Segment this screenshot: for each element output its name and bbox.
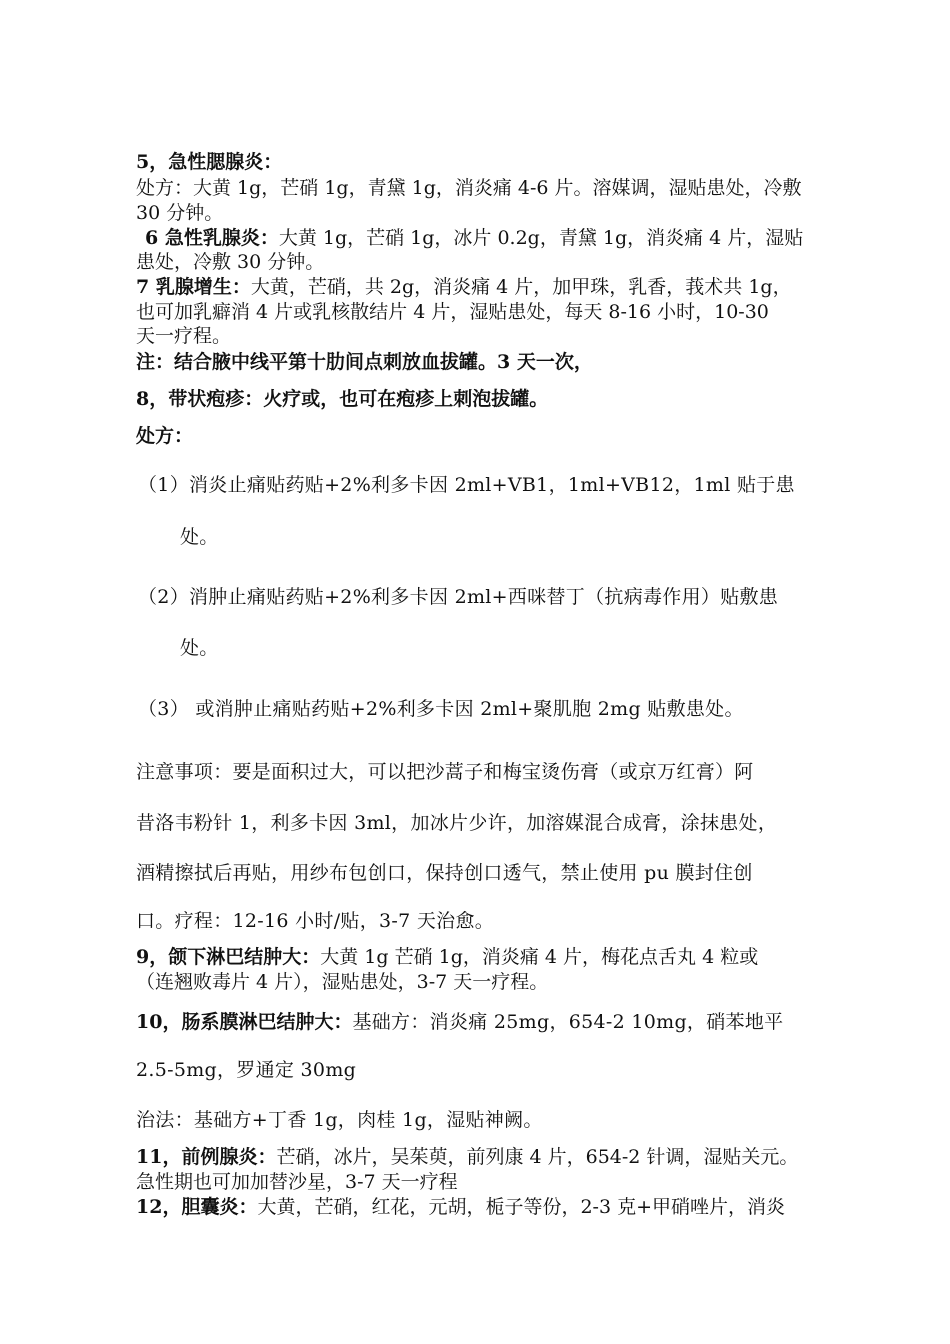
section-8-title: 8，带状疱疹：火疗或，也可在疱疹上刺泡拔罐。 (136, 388, 549, 410)
section-6-line-2: 患处，冷敷 30 分钟。 (136, 251, 325, 273)
section-8-caution-line-1: 注意事项：要是面积过大，可以把沙蒿子和梅宝烫伤膏（或京万红膏）阿 (136, 761, 754, 783)
section-8-item-2-line-1: （2）消肿止痛贴药贴+2%利多卡因 2ml+西咪替丁（抗病毒作用）贴敷患 (138, 586, 779, 608)
section-9-line-2: （连翘败毒片 4 片），湿贴患处，3-7 天一疗程。 (136, 971, 549, 993)
section-5-title: 5，急性腮腺炎： (136, 151, 283, 173)
section-8-item-2-line-2: 处。 (180, 637, 219, 659)
section-8-item-1-line-1: （1）消炎止痛贴药贴+2%利多卡因 2ml+VB1，1ml+VB12，1ml 贴于患 (138, 474, 795, 496)
section-10-line-3: 治法：基础方+丁香 1g，肉桂 1g，湿贴神阙。 (136, 1109, 543, 1131)
section-12-text-1: 大黄，芒硝，红花，元胡，栀子等份，2-3 克+甲硝唑片，消炎 (257, 1196, 786, 1218)
section-11-line-2: 急性期也可加加替沙星，3-7 天一疗程 (136, 1171, 458, 1193)
section-7-line-2: 也可加乳癖消 4 片或乳核散结片 4 片，湿贴患处，每天 8-16 小时，10-30 (136, 301, 769, 323)
section-7-text-1: 大黄，芒硝，共 2g，消炎痛 4 片，加甲珠，乳香，莪术共 1g， (250, 276, 792, 298)
section-8-caution-line-4: 口。疗程：12-16 小时/贴，3-7 天治愈。 (136, 910, 495, 932)
section-8-item-3: （3） 或消肿止痛贴药贴+2%利多卡因 2ml+聚肌胞 2mg 贴敷患处。 (138, 698, 744, 720)
section-10-heading: 10，肠系膜淋巴结肿大： (136, 1011, 353, 1033)
section-11-heading: 11，前例腺炎： (136, 1146, 277, 1168)
section-12-heading: 12，胆囊炎： (136, 1196, 258, 1218)
section-10-line-2: 2.5-5mg，罗通定 30mg (136, 1059, 357, 1081)
section-9-text-1: 大黄 1g 芒硝 1g，消炎痛 4 片，梅花点舌丸 4 粒或 (320, 946, 759, 968)
section-6-line-1 (145, 226, 803, 250)
section-10-text-1: 基础方：消炎痛 25mg，654-2 10mg，硝苯地平 (352, 1011, 784, 1033)
section-8-item-1-line-2: 处。 (180, 526, 219, 548)
section-8-rx-label: 处方： (136, 425, 194, 447)
section-7-line-1 (136, 275, 792, 299)
section-8-caution-line-3: 酒精擦拭后再贴，用纱布包创口，保持创口透气，禁止使用 pu 膜封住创 (136, 862, 753, 884)
section-6-text-1: 大黄 1g，芒硝 1g，冰片 0.2g，青黛 1g，消炎痛 4 片，湿贴 (278, 227, 804, 249)
section-7-heading: 7 乳腺增生： (136, 276, 251, 298)
section-9-heading: 9，颌下淋巴结肿大： (136, 946, 321, 968)
section-11-line-1 (136, 1145, 798, 1169)
section-5-line-2: 30 分钟。 (136, 202, 224, 224)
section-11-text-1: 芒硝，冰片，吴茱萸，前列康 4 片，654-2 针调，湿贴关元。 (276, 1146, 799, 1168)
note-line: 注：结合腋中线平第十肋间点刺放血拔罐。3 天一次， (136, 351, 593, 373)
section-10-line-1 (136, 1010, 783, 1034)
section-9-line-1 (136, 945, 758, 969)
section-8-caution-line-2: 昔洛韦粉针 1，利多卡因 3ml，加冰片少许，加溶媒混合成膏，涂抹患处， (136, 812, 778, 834)
section-5-line-1: 处方：大黄 1g，芒硝 1g，青黛 1g，消炎痛 4-6 片。溶媒调，湿贴患处，冷敷 (136, 177, 802, 199)
section-7-line-3: 天一疗程。 (136, 325, 232, 347)
section-6-heading: 6 急性乳腺炎： (145, 227, 279, 249)
section-12-line-1 (136, 1195, 785, 1219)
